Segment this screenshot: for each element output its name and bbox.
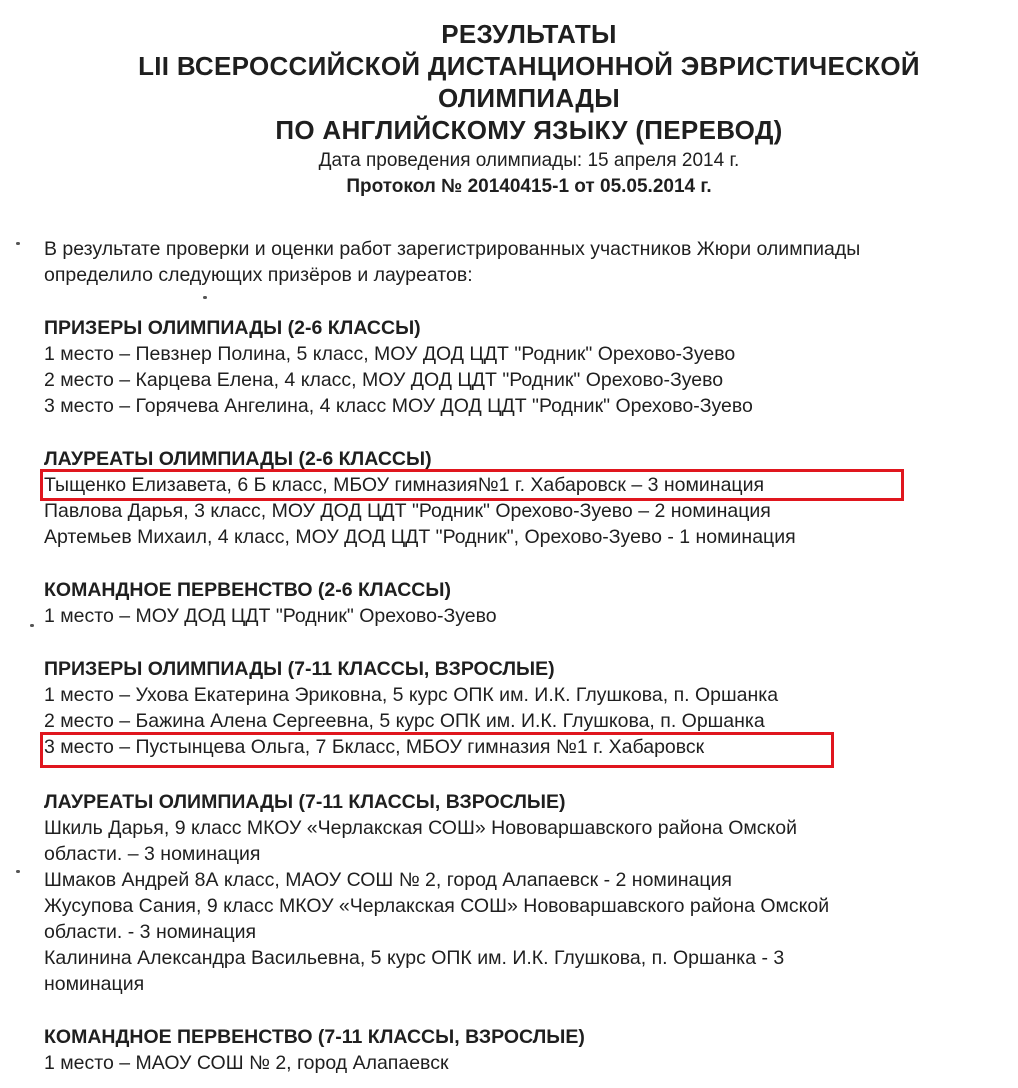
list-item: номинация [44, 973, 145, 995]
title-line-2: LII ВСЕРОССИЙСКОЙ ДИСТАНЦИОННОЙ ЭВРИСТИЧЕСКОЙ [138, 51, 920, 81]
list-item: 2 место – Бажина Алена Сергеевна, 5 курс ОПК им. И.К. Глушкова, п. Оршанка [44, 710, 765, 732]
highlight-box-pustyntseva [40, 732, 834, 768]
document-header [0, 18, 1018, 200]
section-team-2-6 [44, 577, 1012, 629]
list-item: 2 место – Карцева Елена, 4 класс, МОУ ДОД ЦДТ "Родник" Орехово-Зуево [44, 369, 724, 391]
list-item: 1 место – Ухова Екатерина Эриковна, 5 курс ОПК им. И.К. Глушкова, п. Оршанка [44, 684, 779, 706]
list-item: области. – 3 номинация [44, 843, 261, 865]
list-item: Шмаков Андрей 8А класс, МАОУ СОШ № 2, город Алапаевск - 2 номинация [44, 869, 732, 891]
highlight-box-tyshchenko [40, 469, 904, 501]
intro-paragraph [44, 236, 1012, 288]
intro-line-2: определило следующих призёров и лауреатов: [44, 264, 473, 286]
olympiad-date: Дата проведения олимпиады: 15 апреля 2014 г. [318, 150, 740, 171]
protocol-number: Протокол № 20140415-1 от 05.05.2014 г. [346, 176, 712, 197]
title-line-3: ОЛИМПИАДЫ [438, 83, 620, 113]
list-item: Шкиль Дарья, 9 класс МКОУ «Черлакская СОШ» Нововаршавского района Омской [44, 817, 798, 839]
list-item: Калинина Александра Васильевна, 5 курс ОПК им. И.К. Глушкова, п. Оршанка - 3 [44, 947, 785, 969]
list-item: Павлова Дарья, 3 класс, МОУ ДОД ЦДТ "Родник" Орехово-Зуево – 2 номинация [44, 500, 771, 522]
section-heading: ПРИЗЕРЫ ОЛИМПИАДЫ (7-11 КЛАССЫ, ВЗРОСЛЫЕ) [44, 658, 555, 680]
title-line-4: ПО АНГЛИЙСКОМУ ЯЗЫКУ (ПЕРЕВОД) [275, 115, 783, 145]
list-item: области. - 3 номинация [44, 921, 257, 943]
section-team-7-11 [44, 1024, 1012, 1076]
list-item: 1 место – Певзнер Полина, 5 класс, МОУ ДОД ЦДТ "Родник" Орехово-Зуево [44, 343, 736, 365]
section-heading: ПРИЗЕРЫ ОЛИМПИАДЫ (2-6 КЛАССЫ) [44, 317, 421, 339]
list-item: 3 место – Горячева Ангелина, 4 класс МОУ ДОД ЦДТ "Родник" Орехово-Зуево [44, 395, 753, 417]
section-heading: ЛАУРЕАТЫ ОЛИМПИАДЫ (2-6 КЛАССЫ) [44, 448, 432, 470]
list-item: Жусупова Сания, 9 класс МКОУ «Черлакская СОШ» Нововаршавского района Омской [44, 895, 830, 917]
intro-line-1: В результате проверки и оценки работ зарегистрированных участников Жюри олимпиады [44, 238, 861, 260]
scan-speck [30, 624, 34, 627]
list-item: 1 место – МАОУ СОШ № 2, город Алапаевск [44, 1052, 449, 1074]
list-item: Тыщенко Елизавета, 6 Б класс, МБОУ гимназия№1 г. Хабаровск – 3 номинация [44, 474, 765, 496]
list-item: 3 место – Пустынцева Ольга, 7 Бкласс, МБОУ гимназия №1 г. Хабаровск [44, 736, 705, 758]
title-line-1: РЕЗУЛЬТАТЫ [441, 19, 617, 49]
list-item: 1 место – МОУ ДОД ЦДТ "Родник" Орехово-Зуево [44, 605, 497, 627]
section-heading: КОМАНДНОЕ ПЕРВЕНСТВО (2-6 КЛАССЫ) [44, 579, 451, 601]
scan-speck [16, 870, 20, 873]
list-item: Артемьев Михаил, 4 класс, МОУ ДОД ЦДТ "Родник", Орехово-Зуево - 1 номинация [44, 526, 796, 548]
section-prizers-2-6 [44, 315, 1012, 419]
section-heading: КОМАНДНОЕ ПЕРВЕНСТВО (7-11 КЛАССЫ, ВЗРОСЛЫЕ) [44, 1026, 585, 1048]
section-heading: ЛАУРЕАТЫ ОЛИМПИАДЫ (7-11 КЛАССЫ, ВЗРОСЛЫЕ) [44, 791, 566, 813]
scan-speck [203, 296, 207, 299]
scan-speck [16, 242, 20, 245]
section-laureates-7-11 [44, 789, 1012, 997]
